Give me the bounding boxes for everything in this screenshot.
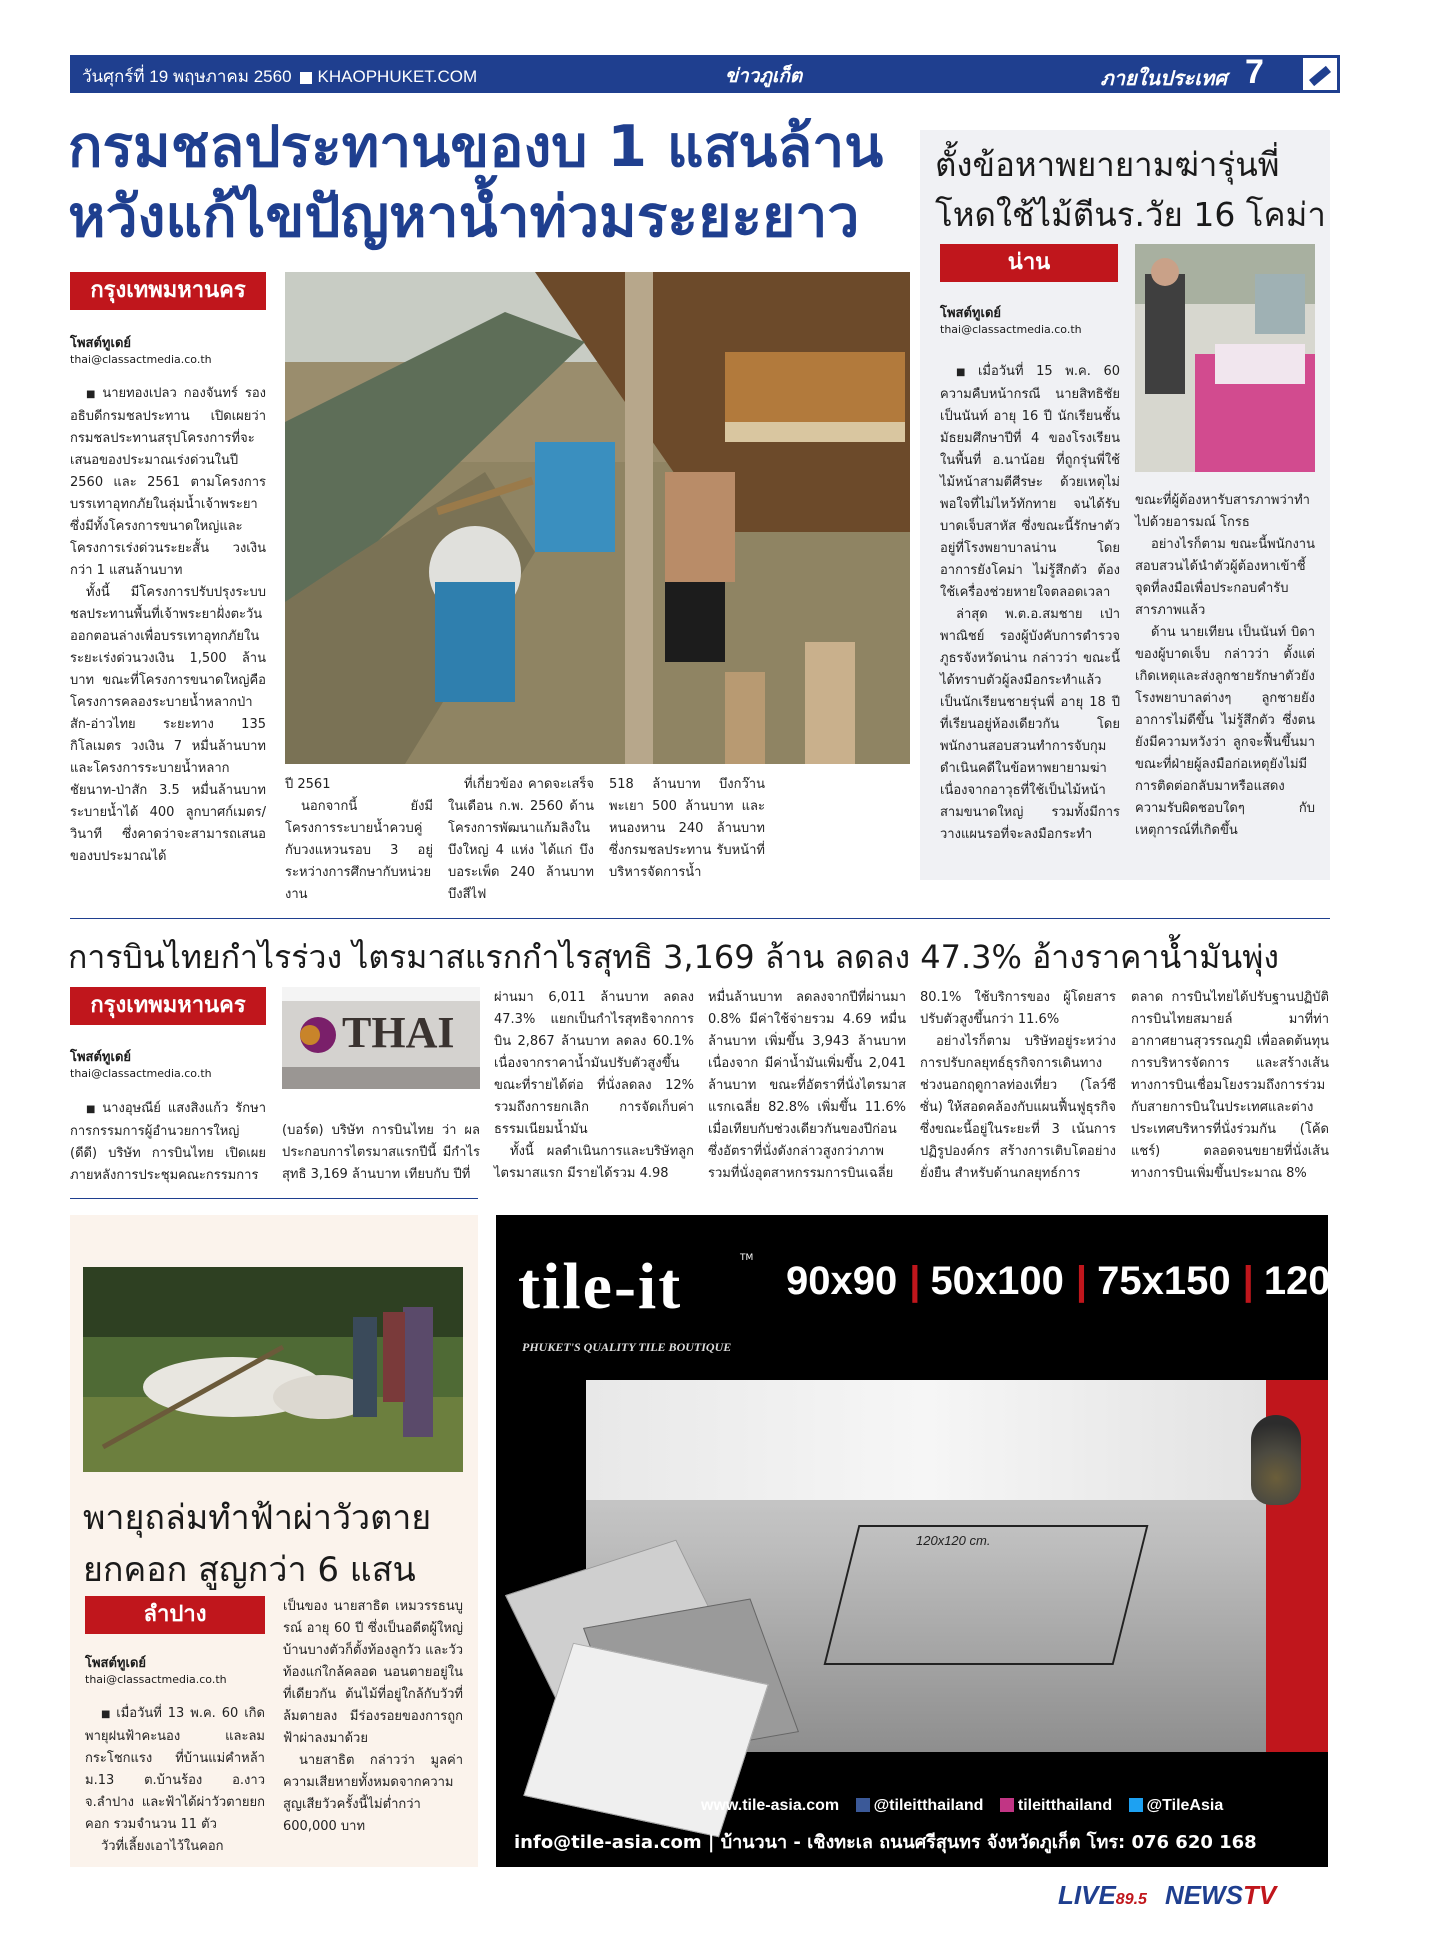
- article2-column-1: ■ เมื่อวันที่ 15 พ.ค. 60 ความคืบหน้ากรณี นายสิทธิชัย เป็นนันท์ อายุ 16 ปี นักเรียนชั้นมัธยมศึกษาปีที่ 4 ของโรงเรียนในพื้นที่ อ.นาน้อย ที่ถูกรุ่นพี่ใช้ไม้หน้าสามตีศีรษะ ด้วยเหตุไม่พอใจที่ไม่ไหว้ทักทาย จนได้รับบาดเจ็บสาหัส ซึ่งขณะนี้รักษาตัวอยู่ที่โรงพยาบาลน่าน โดยอาการยังโคม่า ไม่รู้สึกตัว ต้องใช้เครื่องช่วยหายใจตลอดเวลา ล่าสุด พ.ต.อ.สมชาย เป่าพาณิชย์ รองผู้บังคับการตำรวจภูธรจังหวัดน่าน กล่าวว่า ขณะนี้ได้ทราบตัวผู้ลงมือกระทำแล้ว เป็นนักเรียนชายรุ่นพี่ อายุ 18 ปี ที่เรียนอยู่ห้องเดียวกัน โดยพนักงานสอบสวนทำการจับกุม ดำเนินคดีในข้อหาพยายามฆ่าเนื่องจากอาวุธที่ใช้เป็นไม้หน้าสามขนาดใหญ่ รวมทั้งมีการวางแผนรอที่จะลงมือกระทำ: [940, 361, 1120, 869]
- ad-tile-dimension: 120x120 cm.: [916, 1533, 991, 1548]
- article3-column-5: 80.1% ใช้บริการของ ผู้โดยสารปรับตัวสูงขึ้นกว่า 11.6% อย่างไรก็ตาม บริษัทอยู่ระหว่างการปรับกลยุทธ์ธุรกิจการเดินทางช่วงนอกฤดูกาลท่องเที่ยว (โลว์ซีซั่น) ให้สอดคล้องกับแผนฟื้นฟูธุรกิจ ซึ่งขณะนี้อยู่ในระยะที่ 3 เน้นการปฏิรูปองค์กร สร้างการเติบโตอย่างยั่งยืน สำหรับด้านกลยุทธ์การ: [920, 990, 1116, 1181]
- article4-byline: โพสต์ทูเดย์ thai@classactmedia.co.th: [85, 1656, 227, 1686]
- ad-tagline: PHUKET'S QUALITY TILE BOUTIQUE: [522, 1340, 732, 1354]
- article3-headline: การบินไทยกำไรร่วง ไตรมาสแรกกำไรสุทธิ 3,169 ล้าน ลดลง 47.3% อ้างราคาน้ำมันพุ่ง: [68, 938, 1279, 976]
- article3-column-1: ■ นางอุษณีย์ แสงสิงแก้ว รักษาการกรรมการผู้อำนวยการใหญ่ (ดีดี) บริษัท การบินไทย เปิดเผยภายหลังการประชุมคณะกรรมการ: [70, 1098, 266, 1187]
- divider-2: [70, 1198, 478, 1199]
- news-logo: NEWS: [1164, 1880, 1243, 1910]
- ad-trademark: TM: [740, 1253, 754, 1263]
- issue-date: วันศุกร์ที่ 19 พฤษภาคม 2560 KHAOPHUKET.COM: [82, 67, 478, 86]
- page-number: 7: [1245, 53, 1264, 91]
- facebook-icon: [856, 1798, 870, 1812]
- article1-location-tag: กรุงเทพมหานคร: [70, 272, 266, 310]
- vase-image: [1251, 1415, 1301, 1505]
- article2-byline: โพสต์ทูเดย์ thai@classactmedia.co.th: [940, 306, 1082, 336]
- article4-photo: [83, 1267, 463, 1472]
- article3-column-3: ผ่านมา 6,011 ล้านบาท ลดลง 47.3% แยกเป็นกำไรสุทธิจากการบิน 2,867 ล้านบาท ลดลง 60.1% เนื่องจากราคาน้ำมันปรับตัวสูงขึ้น ขณะที่รายได้ต่อ ที่นั่งลดลง 12% รวมถึงการยกเลิก การจัดเก็บค่าธรรมเนียมน้ำมัน ทั้งนี้ ผลดำเนินการและบริษัทลูกไตรมาสแรก มีรายได้รวม 4.98: [494, 990, 694, 1181]
- article1-column-1: ■ นายทองเปลว กองจันทร์ รองอธิบดีกรมชลประทาน เปิดเผยว่า กรมชลประทานสรุปโครงการที่จะเสนอของประมาณเร่งด่วนในปี 2560 และ 2561 ตามโครงการบรรเทาอุทกภัยในลุ่มน้ำเจ้าพระยา ซึ่งมีทั้งโครงการขนาดใหญ่และโครงการเร่งด่วนระยะสั้น วงเงินกว่า 1 แสนล้านบาท ทั้งนี้ มีโครงการปรับปรุงระบบชลประทานพื้นที่เจ้าพระยาฝั่งตะวันออกตอนล่างเพื่อบรรเทาอุทกภัยในระยะเร่งด่วนวงเงิน 1,500 ล้านบาท ขณะที่โครงการขนาดใหญ่คือโครงการคลองระบายน้ำหลากป่าสัก-อ่าวไทย ระยะทาง 135 กิโลเมตร วงเงิน 7 หมื่นล้านบาท และโครงการระบายน้ำหลากชัยนาท-ป่าสัก 3.5 หมื่นล้านบาท ระบายน้ำได้ 400 ลูกบาศก์เมตร/วินาที ซึ่งคาดว่าจะสามารถเสนอของบประมาณได้: [70, 383, 266, 883]
- ad-brand: tile-it: [518, 1250, 683, 1323]
- tv-logo: TV: [1242, 1880, 1277, 1910]
- article2-headline: ตั้งข้อหาพยายามฆ่ารุ่นพี่ โหดใช้ไม้ตีนร.วัย 16 โคม่า: [935, 145, 1326, 234]
- ad-size: 75x150: [1097, 1259, 1231, 1303]
- live-logo: LIVE: [1058, 1880, 1116, 1910]
- twitter-icon: [1129, 1798, 1143, 1812]
- article4-column-2: เป็นของ นายสาธิต เหมวรรธนบูรณ์ อายุ 60 ปี ซึ่งเป็นอดีตผู้ใหญ่บ้านบางตัวก็ตั้งท้องลูกวัว และวัวท้องแก่ใกล้คลอด นอนตายอยู่ในที่เดียวกัน ต้นไม้ที่อยู่ใกล้กับวัวที่ล้มตายลง มีร่องรอยของการถูกฟ้าผ่าลงมาด้วย นายสาธิต กล่าวว่า มูลค่าความเสียหายทั้งหมดจากความสูญเสียวัวครั้งนี้ไม่ต่ำกว่า 600,000 บาท: [283, 1599, 463, 1834]
- article2-column-2: ขณะที่ผู้ต้องหารับสารภาพว่าทำไปด้วยอารมณ์ โกรธ อย่างไรก็ตาม ขณะนี้พนักงานสอบสวนได้นำตัวผู้ต้องหาเข้าชี้จุดที่ลงมือเพื่อประกอบคำรับสารภาพแล้ว ด้าน นายเทียน เป็นนันท์ บิดาของผู้บาดเจ็บ กล่าวว่า ตั้งแต่เกิดเหตุและส่งลูกชายรักษาตัวยังโรงพยาบาลต่างๆ ลูกชายยังอาการไม่ดีขึ้น ไม่รู้สึกตัว ซึ่งตนยังมีความหวังว่า ลูกจะฟื้นขึ้นมา ขณะที่ฝ่ายผู้ลงมือก่อเหตุยังไม่มีการติดต่อกลับมาหรือแสดงความรับผิดชอบใดๆ กับเหตุการณ์ที่เกิดขึ้น: [1135, 493, 1315, 838]
- ad-size: 50x100: [930, 1259, 1064, 1303]
- article4-headline: พายุถล่มทำฟ้าผ่าวัวตาย ยกคอก สูญกว่า 6 แสน: [83, 1498, 432, 1590]
- article3-byline: โพสต์ทูเดย์ thai@classactmedia.co.th: [70, 1050, 212, 1080]
- article3-column-2: (บอร์ด) บริษัท การบินไทย ว่า ผลประกอบการไตรมาสแรกปีนี้ มีกำไรสุทธิ 3,169 ล้านบาท เทียบกับ ปีที่: [282, 1123, 480, 1182]
- article3-column-6: ตลาด การบินไทยได้ปรับฐานปฏิบัติการบินไทยสมายล์ มาที่ท่าอากาศยานสุวรรณภูมิ เพื่อลดต้นทุนการบริหารจัดการ และสร้างเส้นทางการบินเชื่อมโยงรวมถึงการร่วมกับสายการบินในประเทศและต่างประเทศบริหารที่นั่งร่วมกัน (โค้ดแชร์) ตลอดจนขยายที่นั่งเส้นทางการบินเพิ่มขึ้นประมาณ 8%: [1131, 990, 1329, 1181]
- ad-social-links: [701, 1797, 1223, 1815]
- newspaper-logo: ข่าวภูเก็ต: [725, 65, 803, 87]
- ad-instagram[interactable]: tileitthailand: [1017, 1797, 1113, 1814]
- ad-size: 120x120: [1263, 1259, 1420, 1303]
- ad-facebook[interactable]: @tileitthailand: [873, 1797, 984, 1814]
- thai-logo-text: THAI: [342, 1008, 455, 1057]
- top-bar: [70, 55, 1327, 93]
- article1-column-4: 518 ล้านบาท บึงกว๊านพะเยา 500 ล้านบาท และหนองหาน 240 ล้านบาท ซึ่งกรมชลประทาน รับหน้าที่บริหารจัดการน้ำ: [609, 777, 765, 880]
- fm-logo: 89.5: [1115, 1891, 1147, 1908]
- article1-column-3: ที่เกี่ยวข้อง คาดจะเสร็จในเดือน ก.พ. 2560 ด้านโครงการพัฒนาแก้มลิงในบึงใหญ่ 4 แห่ง ได้แก่ บึงบอระเพ็ด 240 ล้านบาท บึงสีไฟ: [448, 777, 594, 902]
- article4-location-tag: ลำปาง: [85, 1596, 265, 1634]
- article4-column-1: ■ เมื่อวันที่ 13 พ.ค. 60 เกิดพายุฝนฟ้าคะนอง และลมกระโชกแรง ที่บ้านแม่คำหล้า ม.13 ต.บ้านร้อง อ.งาว จ.ลำปาง และฟ้าได้ผ่าวัวตายยกคอก รวมจำนวน 11 ตัว วัวที่เลี้ยงเอาไว้ในคอก: [85, 1703, 265, 1858]
- article2-location-tag: น่าน: [940, 244, 1118, 282]
- site-name: KHAOPHUKET.COM: [317, 67, 478, 86]
- ad-twitter[interactable]: @TileAsia: [1146, 1797, 1224, 1814]
- article1-headline: กรมชลประทานของบ 1 แสนล้าน หวังแก้ไขปัญหาน้ำท่วมระยะยาว: [68, 114, 884, 250]
- article1-column-2: ปี 2561 นอกจากนี้ ยังมีโครงการระบายน้ำควบคู่กับวงแหวนรอบ 3 อยู่ระหว่างการศึกษากับหน่วยงาน: [285, 777, 433, 902]
- corner-arrow-icon: [1300, 55, 1340, 93]
- article1-byline: โพสต์ทูเดย์ thai@classactmedia.co.th: [70, 336, 212, 366]
- ad-contact: info@tile-asia.com | บ้านวนา - เชิงทะเล ถนนศรีสุนทร จังหวัดภูเก็ต โทร: 076 620 168: [514, 1832, 1257, 1853]
- ad-room-wall: [586, 1380, 1266, 1500]
- ad-tile-sizes: 90x90 | 50x100 | 75x150 | 120x120: [786, 1259, 1420, 1303]
- article1-photo: [285, 272, 910, 764]
- article3-photo: [282, 987, 480, 1089]
- article2-photo: [1135, 244, 1315, 472]
- instagram-icon: [1000, 1798, 1014, 1812]
- divider-1: [70, 918, 1330, 919]
- footer-logos: [1058, 1880, 1338, 1914]
- ad-website[interactable]: www.tile-asia.com: [701, 1797, 840, 1814]
- section-name: ภายในประเทศ: [1100, 66, 1227, 90]
- tile-it-advertisement[interactable]: [496, 1215, 1420, 1867]
- article3-column-4: หมื่นล้านบาท ลดลงจากปีที่ผ่านมา 0.8% มีค่าใช้จ่ายรวม 4.69 หมื่นล้านบาท เพิ่มขึ้น 3,943 ล้านบาท เนื่องจาก มีค่าน้ำมันเพิ่มขึ้น 2,041 ล้านบาท ขณะที่อัตราที่นั่งไตรมาสแรกเฉลี่ย 82.8% เพิ่มขึ้น 11.6% เมื่อเทียบกับช่วงเดียวกันของปีก่อน ซึ่งอัตราที่นั่งดังกล่าวสูงกว่าภาพรวมที่นั่งอุตสาหกรรมการบินเฉลี่ย: [708, 990, 906, 1181]
- article3-location-tag: กรุงเทพมหานคร: [70, 987, 266, 1025]
- ad-size: 90x90: [786, 1259, 898, 1303]
